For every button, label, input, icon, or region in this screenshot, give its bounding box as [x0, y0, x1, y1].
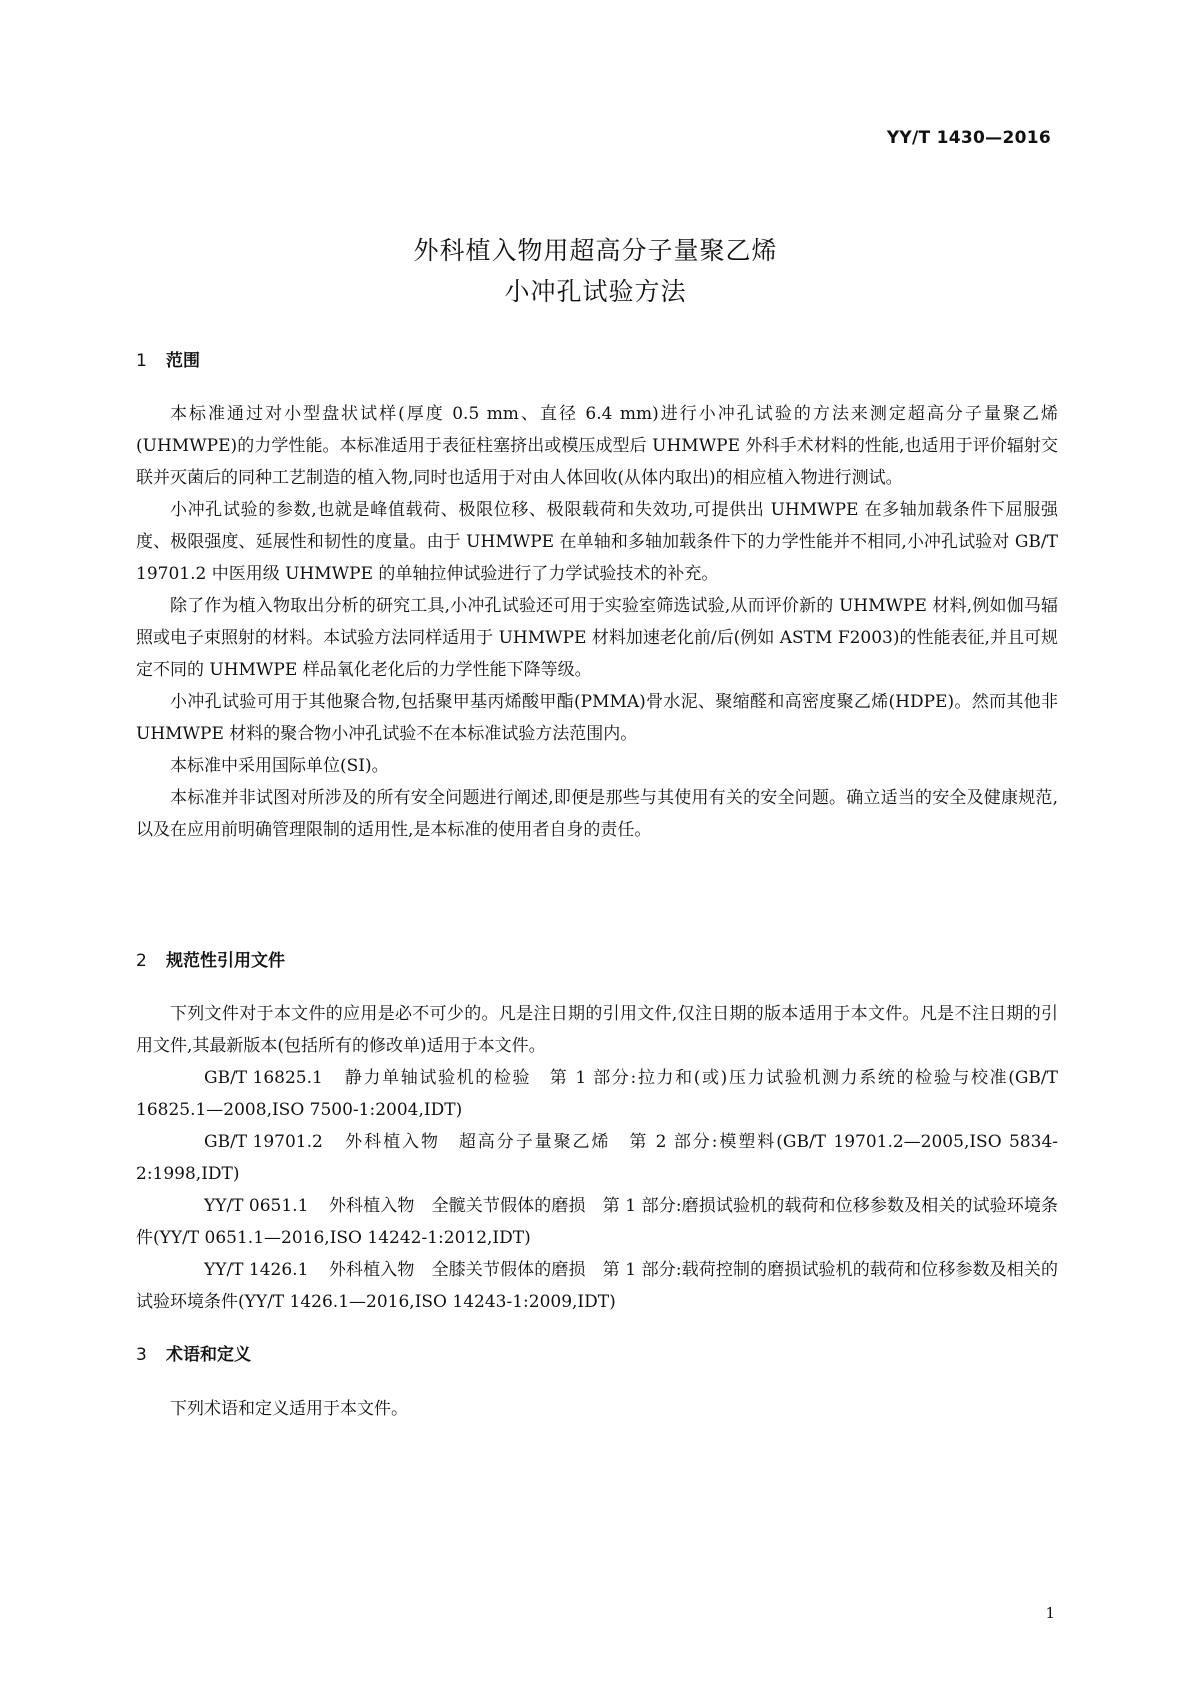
reference-text: 外科植入物 全髋关节假体的磨损 第 1 部分:磨损试验机的载荷和位移参数及相关的试验环境条件(YY/T 0651.1—2016,ISO 14242-1:2012,IDT) [136, 1196, 1058, 1248]
section-1-heading [136, 346, 200, 371]
reference-code: YY/T 1426.1 [204, 1260, 309, 1280]
reference-code: GB/T 16825.1 [204, 1068, 323, 1088]
section-2-title: 规范性引用文件 [166, 951, 285, 971]
page-number: 1 [1045, 1604, 1055, 1622]
section-3-body [136, 1393, 1058, 1425]
section-2-number: 2 [136, 951, 147, 971]
reference-item [136, 1126, 1058, 1190]
section-2-body [136, 998, 1058, 1318]
section-1-number: 1 [136, 351, 147, 371]
title-line-2: 小冲孔试验方法 [504, 277, 687, 306]
standard-code: YY/T 1430—2016 [886, 128, 1051, 148]
section-3-heading [136, 1340, 251, 1365]
reference-item [136, 1190, 1058, 1254]
section-3-title: 术语和定义 [166, 1345, 251, 1365]
reference-item [136, 1254, 1058, 1318]
reference-text: 外科植入物 超高分子量聚乙烯 第 2 部分:模塑料(GB/T 19701.2—2005,ISO 5834-2:1998,IDT) [136, 1132, 1058, 1184]
paragraph: 本标准中采用国际单位(SI)。 [170, 756, 389, 776]
reference-text: 外科植入物 全膝关节假体的磨损 第 1 部分:载荷控制的磨损试验机的载荷和位移参数及相关的试验环境条件(YY/T 1426.1—2016,ISO 14243-1:2009,IDT) [136, 1260, 1058, 1312]
reference-code: GB/T 19701.2 [204, 1132, 323, 1152]
paragraph: 除了作为植入物取出分析的研究工具,小冲孔试验还可用于实验室筛选试验,从而评价新的 UHMWPE 材料,例如伽马辐照或电子束照射的材料。本试验方法同样适用于 UHMWPE 材料加速老化前/后(例如 ASTM F2003)的性能表征,并且可规定不同的 UHMWPE 样品氧化老化后的力学性能下降等级。 [136, 596, 1058, 680]
section-3-number: 3 [136, 1345, 147, 1365]
section-2-heading [136, 946, 285, 971]
section-1-body [136, 398, 1058, 846]
document-title [0, 230, 1191, 312]
reference-item [136, 1062, 1058, 1126]
reference-code: YY/T 0651.1 [204, 1196, 309, 1216]
title-line-1: 外科植入物用超高分子量聚乙烯 [413, 236, 778, 265]
paragraph: 小冲孔试验可用于其他聚合物,包括聚甲基丙烯酸甲酯(PMMA)骨水泥、聚缩醛和高密度聚乙烯(HDPE)。然而其他非 UHMWPE 材料的聚合物小冲孔试验不在本标准试验方法范围内。 [136, 692, 1058, 744]
section-1-title: 范围 [166, 351, 200, 371]
paragraph: 下列文件对于本文件的应用是必不可少的。凡是注日期的引用文件,仅注日期的版本适用于本文件。凡是不注日期的引用文件,其最新版本(包括所有的修改单)适用于本文件。 [136, 1004, 1058, 1056]
paragraph: 本标准通过对小型盘状试样(厚度 0.5 mm、直径 6.4 mm)进行小冲孔试验的方法来测定超高分子量聚乙烯(UHMWPE)的力学性能。本标准适用于表征柱塞挤出或模压成型后 UHMWPE 外科手术材料的性能,也适用于评价辐射交联并灭菌后的同种工艺制造的植入物,同时也适用于对由人体回收(从体内取出)的相应植入物进行测试。 [136, 404, 1058, 488]
paragraph: 下列术语和定义适用于本文件。 [170, 1399, 408, 1419]
reference-text: 静力单轴试验机的检验 第 1 部分:拉力和(或)压力试验机测力系统的检验与校准(GB/T 16825.1—2008,ISO 7500-1:2004,IDT) [136, 1068, 1058, 1120]
paragraph: 小冲孔试验的参数,也就是峰值载荷、极限位移、极限载荷和失效功,可提供出 UHMWPE 在多轴加载条件下屈服强度、极限强度、延展性和韧性的度量。由于 UHMWPE 在单轴和多轴加载条件下的力学性能并不相同,小冲孔试验对 GB/T 19701.2 中医用级 UHMWPE 的单轴拉伸试验进行了力学试验技术的补充。 [136, 500, 1058, 584]
paragraph: 本标准并非试图对所涉及的所有安全问题进行阐述,即便是那些与其使用有关的安全问题。确立适当的安全及健康规范,以及在应用前明确管理限制的适用性,是本标准的使用者自身的责任。 [136, 788, 1058, 840]
